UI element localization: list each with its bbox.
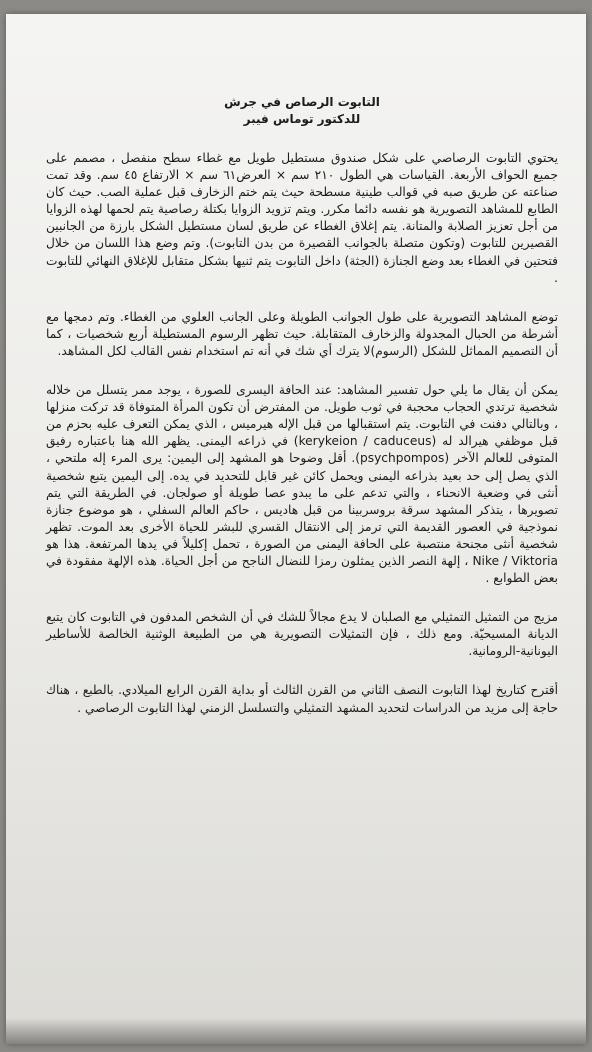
title-block — [46, 94, 558, 128]
document-title: التابوت الرصاص في جرش — [224, 95, 380, 109]
document-author: للدكتور توماس فيبر — [243, 112, 361, 126]
paper-sheet — [6, 14, 586, 1044]
paragraph-dating: أقترح كتاريخ لهذا التابوت النصف الثاني من القرن الثالث أو بداية القرن الرابع الميلادي. بالطبع ، هناك حاجة إلى مزيد من الدراسات لتحديد المشهد التمثيلي والتسلسل الزمني لهذا التابوت الرصاصي . — [46, 683, 558, 715]
document-body — [46, 94, 558, 739]
paragraph-religion: مزيج من التمثيل التمثيلي مع الصلبان لا يدع مجالاً للشك في أن الشخص المدفون في التابوت كان يتبع الديانة المسيحيّة. ومع ذلك ، فإن التمثيلات التصويرية هي من الطبيعة الوثنية الخالصة للأساطير اليونانية-الرومانية. — [46, 610, 558, 659]
paragraph-description: يحتوي التابوت الرصاصي على شكل صندوق مستطيل طويل مع غطاء سطح منفصل ، مصمم على جميع الحواف الأربعة. القياسات هي الطول ٢١٠ سم × العرض٦١ سم × الارتفاع ٤٥ سم. وقد تمت صناعته عن طريق صبه في قوالب طينية مسطحة حيث يتم ختم الزخارف قبل عملية الصب. حيث كان الطابع للمشاهد التصويرية هو نفسه دائما مكرر. ويتم تزويد الزوايا بكتلة رصاصية يتم لحمها لهذه الزوايا من أجل تعزيز الصلابة والمتانة. يتم إغلاق الغطاء عن طريق لسان مستطيل الشكل بارزة من الجانبين القصيرين للتابوت (وتكون متصلة بالجوانب القصيرة من بدن التابوت). وتم وضع هذا اللسان من خلال فتحتين في الغطاء بعد وضع الجنازة (الجثة) داخل التابوت يتم ثنيها بشكل متقابل للإغلاق النهائي للتابوت . — [46, 151, 558, 285]
page-shadow — [6, 1018, 586, 1044]
paragraph-scenes: توضع المشاهد التصويرية على طول الجوانب الطويلة وعلى الجانب العلوي من الغطاء. وتم دمجها مع أشرطة من الحبال المجدولة والزخارف المتقابلة. حيث تظهر الرسوم المستطيلة أربع شخصيات ، كما أن التصميم المماثل للشكل (الرسوم)لا يترك أي شك في أنه تم استخدام نفس القالب لكل المشاهد. — [46, 309, 558, 358]
paragraph-interpretation: يمكن أن يقال ما يلي حول تفسير المشاهد: عند الحافة اليسرى للصورة ، يوجد ممر يتسلل من خلاله شخصية ترتدي الحجاب محجبة في ثوب طويل. من المفترض أن تكون المرأة المتوفاة قد تركت منزلها ، وبالتالي دفنت في التابوت. يتم استقبالها من قبل الإله هيرميس ، الذي يمكن التعرف عليه بحزم من قبل موظفي هيرالد له (kerykeion / caduceus) في ذراعه اليمنى. يظهر الله هنا باعتباره رفيق المتوفى للعالم الآخر (psychpompos). أقل وضوحا هو المشهد إلى اليمين: يرى المرء إله ملتحي ، الذي يصل إلى حد بعيد بذراعه اليمنى ويحمل كائن غير قابل للتحديد في يده. إلى اليمين يتبع شخصية أنثى في وضعية الانحناء ، والتي تدعم على ما يبدو عصا طويلة أو صولجان. في الطريقة التي يتم تصويرها ، يتذكر المشهد سرقة بروسربينا من قبل هاديس ، حاكم العالم السفلي ، هو موضوع جنازة نموذجية في العصور القديمة التي ترمز إلى الانتقال القسري للبشر للحياة الأخرى بعد الموت. تظهر شخصية أنثى مجنحة منتصبة على الحافة اليمنى من الصورة ، تحمل إكليلاً في يدها المرتفعة. هذا هو Nike / Viktoria ، إلهة النصر الذين يمثلون رمزا للنضال الناجح من أجل الحياة. هذه الإلهة مفقودة في بعض الطوابع . — [46, 383, 559, 586]
